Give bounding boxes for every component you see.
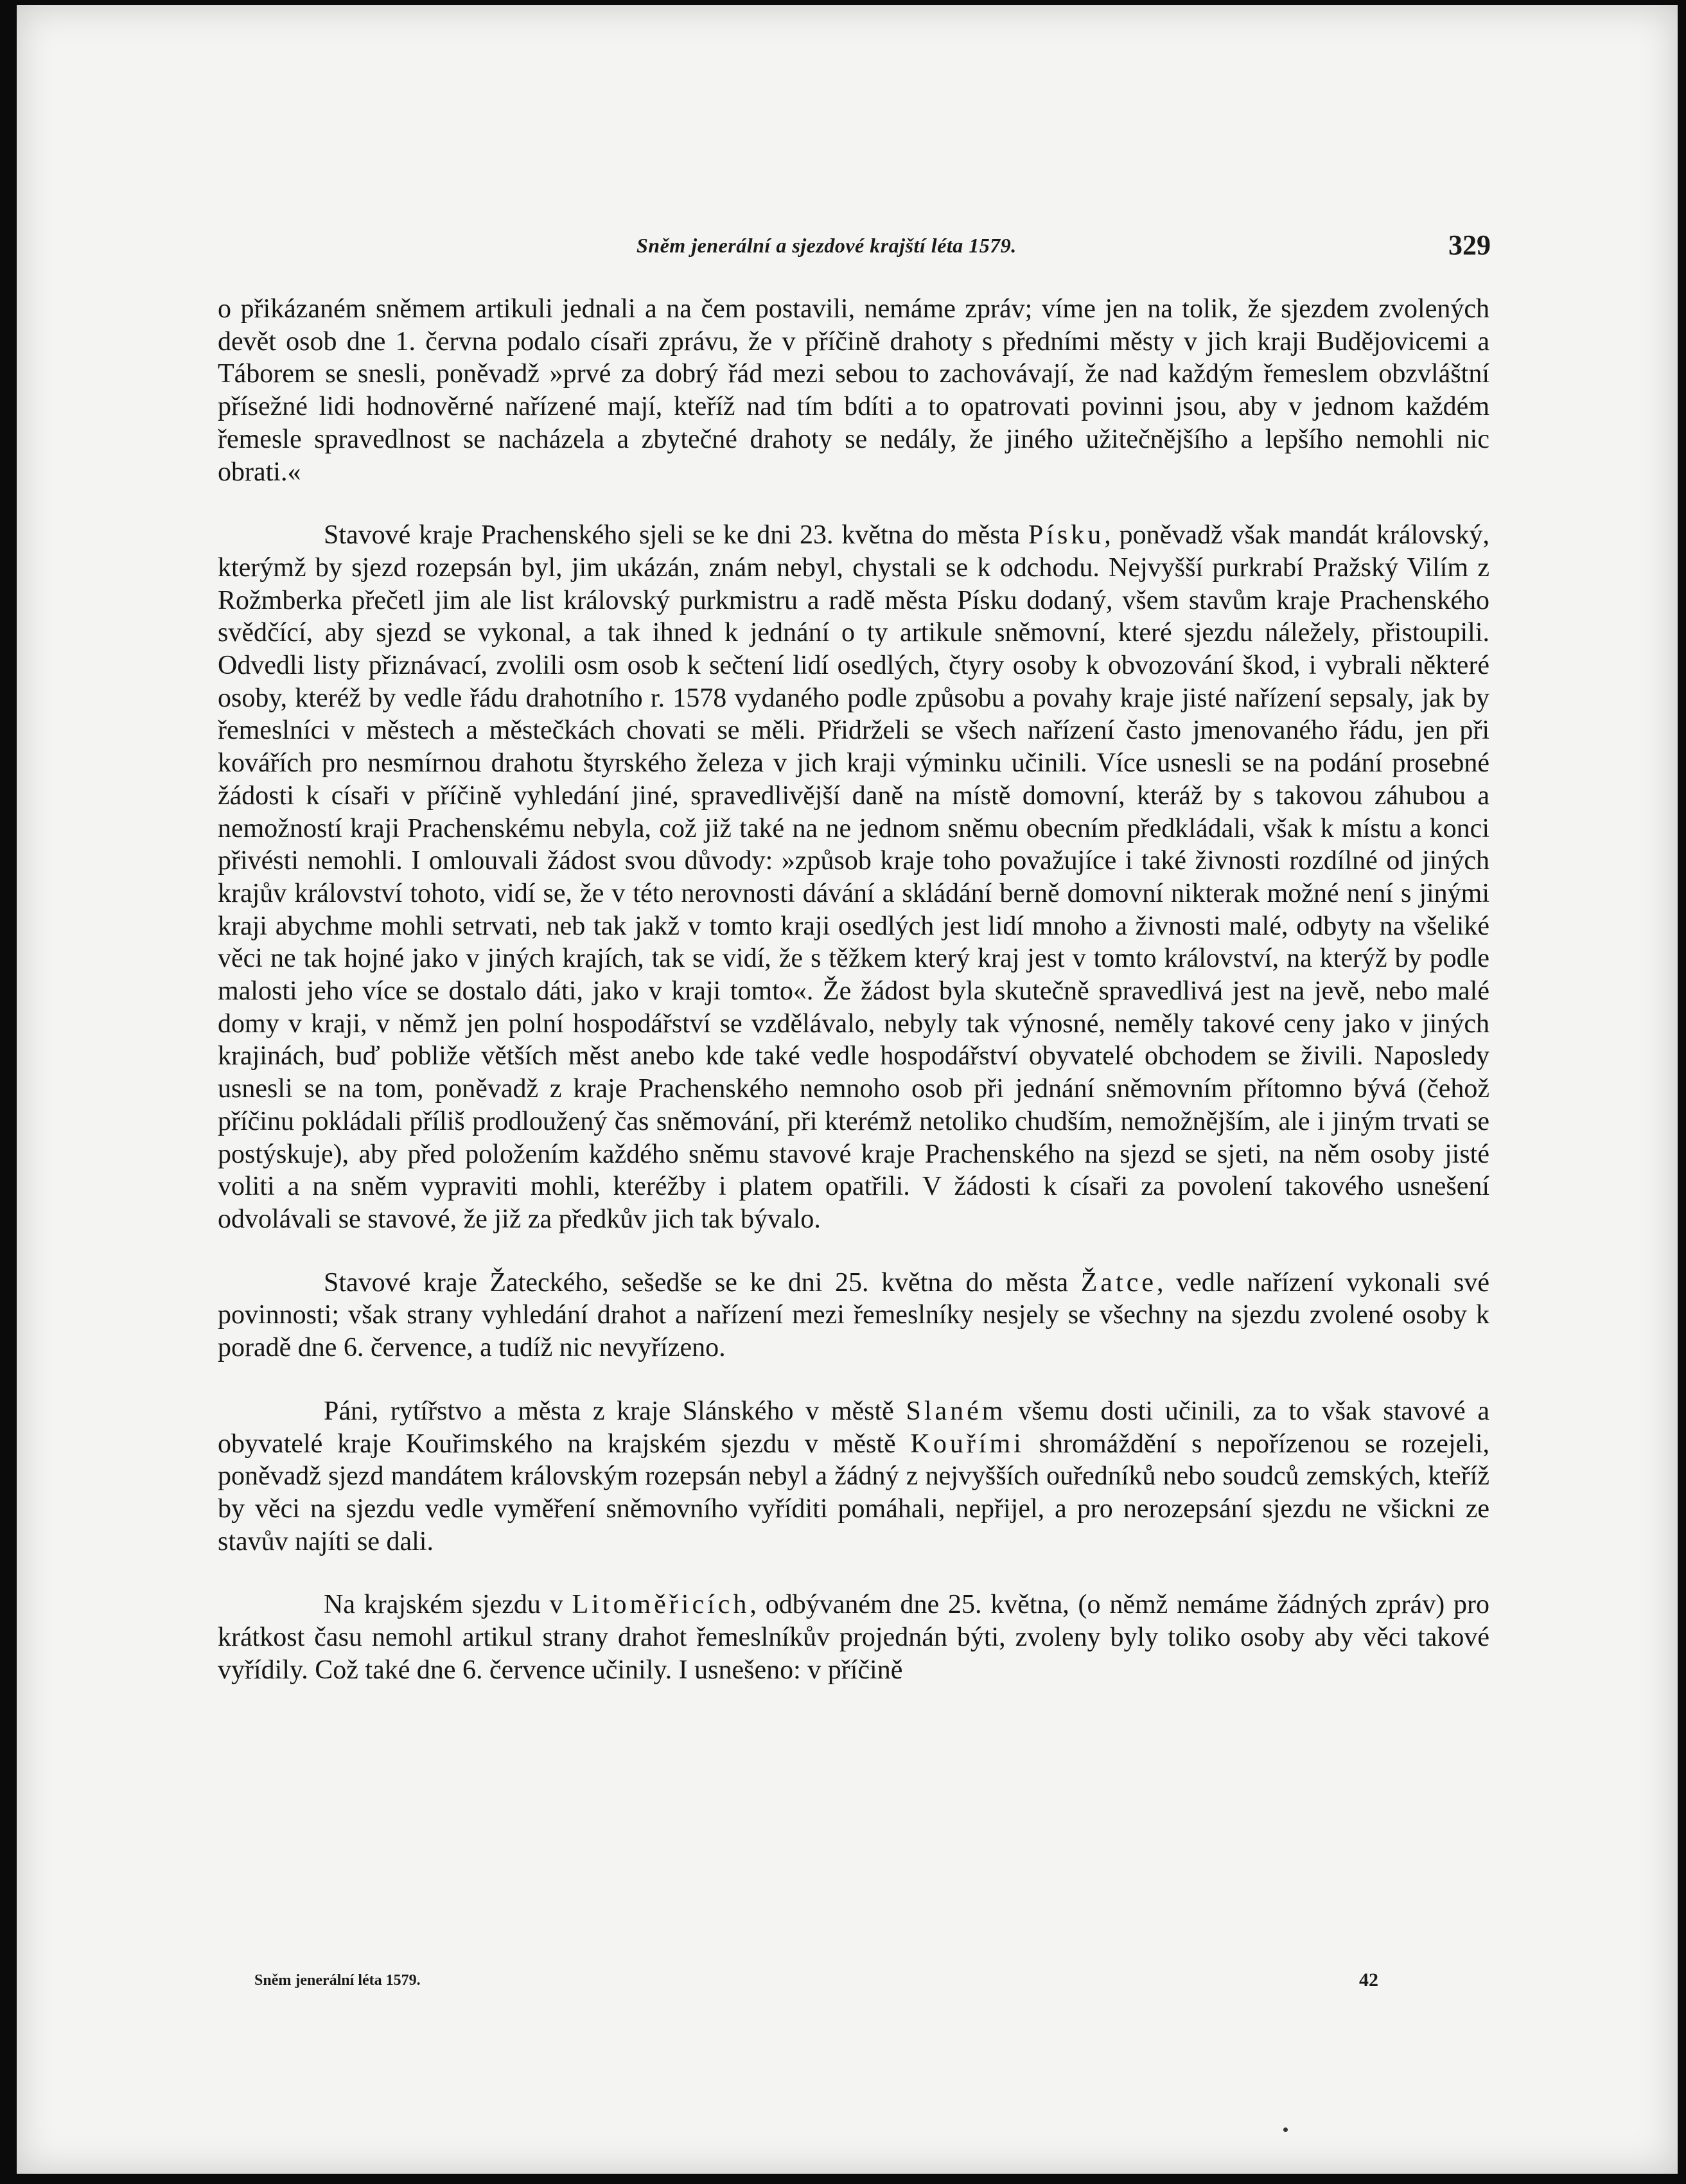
place-name-pisek: Písku: [1028, 520, 1105, 550]
paragraph-3-text-b: , vedle nařízení vykonali své povinnosti; však strany vyhledání drahot a nařízení mezi řemeslníky nesjely se všechny na sjezdu zvolené osoby k poradě dne 6. července, a tudíž nic nevyřízeno.: [218, 1267, 1489, 1363]
paragraph-4-text-c: shromáždění s nepořízenou se rozejeli, poněvadž sjezd mandátem královským rozepsán nebyl a žádný z nejvyšších ouředníků nebo soudců zemských, kteříž by věci na sjezdu vedle vyměření sněmovního vyříditi pomáhali, nepřijel, a pro nerozepsání sjezdu ne všickni ze stavův najíti se dali.: [218, 1429, 1489, 1556]
paragraph-5-text-a: Na krajském sjezdu v: [324, 1590, 572, 1620]
page-footer: [254, 1969, 1378, 1998]
paragraph-4-text-b: všemu dosti učinili, za to však stavové a obyvatelé kraje Kouřimského na krajském sjezdu v městě: [218, 1396, 1489, 1459]
signature-number: 42: [1359, 1969, 1378, 1991]
paragraph-2: [218, 519, 1489, 1235]
paragraph-2-text-a: Stavové kraje Prachenského sjeli se ke dni 23. května do města: [324, 520, 1028, 550]
paragraph-1: [218, 293, 1489, 488]
page-number: 329: [1448, 229, 1491, 261]
place-name-kourim: Kouřími: [910, 1429, 1024, 1459]
page-header: [216, 229, 1491, 267]
place-name-zatec: Žatce: [1080, 1267, 1157, 1298]
paragraph-3: [218, 1267, 1489, 1364]
paragraph-5: [218, 1589, 1489, 1686]
place-name-slany: Slaném: [906, 1396, 1006, 1426]
paragraph-4: [218, 1395, 1489, 1558]
paragraph-4-text-a: Páni, rytířstvo a města z kraje Slánského v městě: [324, 1396, 906, 1426]
signature-mark: Sněm jenerální léta 1579.: [254, 1972, 421, 1989]
place-name-litomerice: Litoměřicích: [572, 1590, 750, 1620]
document-page: [17, 5, 1678, 2174]
paragraph-2-text-b: , poněvadž však mandát královský, kterýmž by sjezd rozepsán byl, jim ukázán, znám nebyl, chystali se k odchodu. Nejvyšší purkrabí Pražský Vilím z Rožmberka přečetl jim ale list královský purkmistru a radě města Písku dodaný, všem stavům kraje Prachenského svědčící, aby sjezd se vykonal, a tak ihned k jednání o ty artikule sněmovní, které sjezdu náležely, přistoupili. Odvedli listy přiznávací, zvolili osm osob k sečtení lidí osedlých, čtyry osoby k obvozování škod, i vybrali některé osoby, kteréž by vedle řádu drahotního r. 1578 vydaného podle způsobu a povahy kraje jisté nařízení sepsaly, jak by řemeslníci v městech a městečkách chovati se měli. Přidrželi se všech nařízení často jmenovaného řádu, jen při kovářích pro nesmírnou drahotu štyrského železa v jich kraji výminku učinili. Více usnesli se na podání prosebné žádosti k císaři v příčině vyhledání jiné, spravedlivější daně na místě domovní, kteráž by s takovou záhubou a nemožností kraji Prachenskému nebyla, což již také na ne jednom sněmu obecním předkládali, však k místu a konci přivésti nemohli. I omlouvali žádost svou důvody: »způsob kraje toho považujíce i také živnosti rozdílné od jiných krajův království tohoto, vidí se, že v této nerovnosti dávání a skládání berně domovní nikterak možné není s jinými kraji abychme mohli setrvati, neb tak jakž v tomto kraji osedlých jest lidí mnoho a živnosti malé, odbyty na všeliké věci ne tak hojné jako v jiných krajích, tak se vidí, že s těžkem který kraj jest v tomto království, na kterýž by podle malosti jeho více se dostalo dáti, jako v kraji tomto«. Že žádost byla skutečně spravedlivá jest na jevě, nebo malé domy v kraji, v němž jen polní hospodářství se vzdělávalo, nebyly tak výnosné, neměly takové ceny jako v jiných krajinách, buď pobliže větších měst anebo kde také vedle hospodářství obyvatelé obchodem se živili. Naposledy usnesli se na tom, poněvadž z kraje Prachenského nemnoho osob při jednání sněmovním přítomno bývá (čehož příčinu pokládali příliš prodloužený čas sněmování, při kterémž netoliko chudším, nemožnějším, ale i jiným trvati se postýskuje), aby před položením každého sněmu stavové kraje Prachenského na sjezd se sjeti, na něm osoby jisté voliti a na sněm vypraviti mohli, kteréžby i platem opatřili. V žádosti k císaři za povolení takového usnešení odvolávali se stavové, že již za předkův jich tak bývalo.: [218, 520, 1489, 1234]
paragraph-5-text-b: , odbývaném dne 25. května, (o němž nemáme žádných zpráv) pro krátkost času nemohl artikul strany drahot řemeslníkův projednán býti, zvoleny byly toliko osoby aby věci takové vyřídily. Což také dne 6. července učinily. I usnešeno: v příčině: [218, 1590, 1489, 1685]
paragraph-3-text-a: Stavové kraje Žateckého, sešedše se ke dni 25. května do města: [324, 1267, 1081, 1298]
running-title: Sněm jenerální a sjezdové krajští léta 1579.: [637, 234, 1017, 257]
scan-speck: [1283, 2127, 1288, 2132]
paragraph-1-text: o přikázaném sněmem artikuli jednali a na čem postavili, nemáme zpráv; víme jen na tolik, že sjezdem zvolených devět osob dne 1. června podalo císaři zprávu, že v příčině drahoty s předními městy v jich kraji Budějovicemi a Táborem se snesli, poněvadž »prvé za dobrý řád mezi sebou to zachovávají, že nad každým řemeslem obzvláštní přísežné lidi hodnověrné nařízené mají, kteříž nad tím bdíti a to opatrovati povinni jsou, aby v jednom každém řemesle spravedlnost se nacházela a zbytečné drahoty se nedály, že jiného užitečnějšího a lepšího nemohli nic obrati.«: [218, 294, 1489, 487]
body-text: [218, 293, 1489, 1717]
